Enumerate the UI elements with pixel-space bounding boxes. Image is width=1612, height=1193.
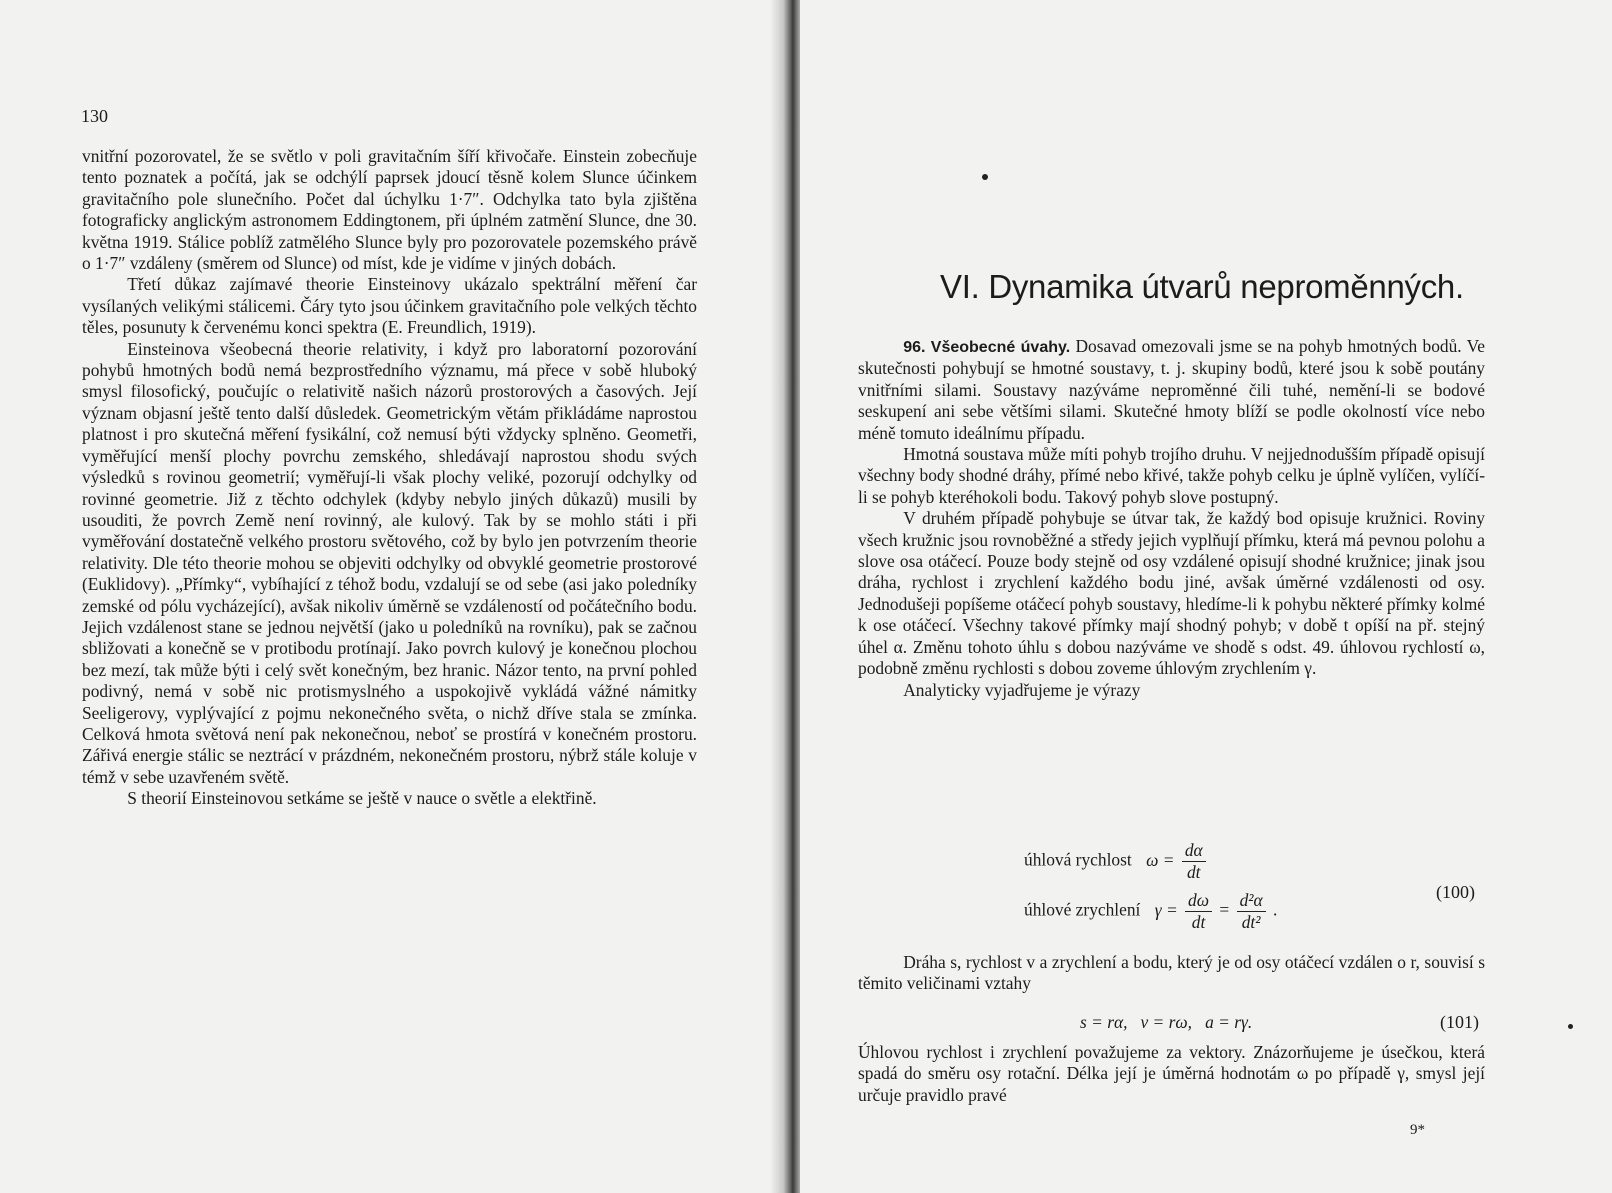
equation-number-100: (100): [1436, 882, 1475, 902]
print-speck: [1568, 1024, 1573, 1029]
left-text-column: [82, 146, 697, 810]
section-number: 96.: [903, 339, 926, 356]
paragraph: Hmotná soustava může míti pohyb trojího druhu. V nejjednodušším případě opisují všechny body shodné dráhy, přímé nebo křivé, takže pohyb celku je úplně vylíčen, vylíčí-li se pohyb kteréhokoli bodu. Takový pohyb slove postupný.: [858, 444, 1485, 507]
formula-end: .: [1272, 899, 1278, 920]
equation-number-101: (101): [1440, 1012, 1479, 1032]
paragraph-text: Dosavad omezovali jsme se na pohyb hmotných bodů. Ve skutečnosti pohybují se hmotné soustavy, t. j. skupiny bodů, které jsou k sobě poutány vnitřními silami. Soustavy nazýváme neproměnné čili tuhé, nemění-li se bodové seskupení ani sebe většími silami. Skutečné hmoty blíží se podle okolností více nebo méně tomuto ideálnímu případu.: [858, 336, 1485, 443]
left-page: [0, 0, 786, 1193]
paragraph: V druhém případě pohybuje se útvar tak, že každý bod opisuje kružnici. Roviny všech kružnic jsou rovnoběžné a středy jejich vyplňují přímku, která má pevnou polohu a slove osa otáčecí. Pouze body stejně od osy vzdálené opisují shodné kružnice; jinak jsou dráha, rychlost i zrychlení každého bodu jiné, avšak úměrné vzdálenosti od osy. Jednodušeji popíšeme otáčecí pohyb soustavy, hledíme-li k pohybu některé přímky kolmé k ose otáčecí. Všechny takové přímky mají shodný pohyb; v době t opíší na př. stejný úhel α. Změnu tohoto úhlu s dobou nazýváme ve shodě s odst. 49. úhlovou rychlostí ω, podobně změnu rychlosti s dobou zoveme úhlovým zrychlením γ.: [858, 508, 1485, 679]
fraction: [1185, 890, 1212, 933]
right-text-column: [858, 336, 1485, 701]
fraction: [1237, 890, 1266, 933]
fraction-denominator: dt²: [1241, 912, 1261, 932]
section-title: Všeobecné úvahy.: [930, 339, 1071, 356]
paragraph: Analyticky vyjadřujeme je výrazy: [903, 679, 1141, 700]
page-number: 130: [81, 106, 108, 126]
paragraph-after-100: [858, 952, 1485, 995]
formula-101: s = rα, v = rω, a = rγ.: [1080, 1012, 1253, 1032]
formula-equals: =: [1219, 899, 1230, 920]
formula-lhs: ω =: [1146, 849, 1175, 870]
print-speck: [982, 174, 988, 180]
fraction-denominator: dt: [1186, 862, 1201, 882]
formula-label: úhlová rychlost: [1024, 849, 1132, 870]
formula-100-line-2: [1024, 890, 1277, 933]
signature-mark: 9*: [1410, 1122, 1425, 1138]
fraction-numerator: dα: [1182, 840, 1206, 862]
fraction: [1182, 840, 1206, 883]
paragraph-after-101: [858, 1042, 1485, 1106]
section-paragraph: [858, 336, 1485, 444]
fraction-numerator: dω: [1185, 890, 1212, 912]
paragraph: S theorií Einsteinovou setkáme se ještě v nauce o světle a elektřině.: [127, 788, 597, 809]
fraction-denominator: dt: [1191, 912, 1206, 932]
formula-100-line-1: [1024, 840, 1209, 883]
paragraph: Einsteinova všeobecná theorie relativity, i když pro laboratorní pozorování pohybů hmotných bodů nemá bezprostředního významu, má přece v sobě hluboký smysl filosofický, poučujíc o relativitě našich názorů prostorových a časových. Její význam objasní ještě tento další důsledek. Geometrickým větám přikládáme naprostou platnost i pro skutečná měření fysikální, což nemusí býti vždycky splněno. Geometři, vyměřující menší plochy povrchu zemského, shledávají naprostou shodu svých výsledků s rovinou geometrií; vyměřují-li však plochy veliké, pozorují odchylky od rovinné geometrie. Již z těchto odchylek (kdyby nebylo jiných důkazů) musili by usouditi, že povrch Země není rovinný, ale kulový. Tak by se mohlo státi i při vyměřování dostatečně velkého prostoru světového, což by bylo jen potvrzením theorie relativity. Dle této theorie mohou se objeviti odchylky od obvyklé geometrie prostorové (Euklidovy). „Přímky“, vybíhající z téhož bodu, vzdalují se od sebe (asi jako poledníky zemské od pólu vycházející), avšak nikoliv úměrně se vzdáleností od počátečního bodu. Jejich vzdálenost stane se jednou největší (jako u poledníků na rovníku), pak se začnou sbližovati a konečně se v protibodu protínají. Jako povrch kulový je konečnou plochou bez mezí, tak může býti i celý svět konečným, bez hranic. Názor tento, na první pohled podivný, nemá v sobě nic protismyslného a uspokojivě vykládá vážné námitky Seeligerovy, vyplývající z pojmu nekonečného světa, o nichž dříve stala se zmínka. Celková hmota světová není pak nekonečnou, neboť se prostírá v konečném prostoru. Zářivá energie stálic se neztrácí v prázdném, nekonečném prostoru, nýbrž stále koluje v témž v sebe uzavřeném světě.: [82, 338, 697, 787]
formula-lhs: γ =: [1154, 899, 1178, 920]
paragraph: Úhlovou rychlost i zrychlení považujeme za vektory. Znázorňujeme je úsečkou, která spadá do směru osy rotační. Délka její je úměrná hodnotám ω po případě γ, smysl její určuje pravidlo pravé: [858, 1042, 1485, 1105]
paragraph: vnitřní pozorovatel, že se světlo v poli gravitačním šíří křivočaře. Einstein zobecňuje tento poznatek a počítá, jak se odchýlí paprsek jdoucí těsně kolem Slunce účinkem gravitačního pole slunečního. Počet dal úchylku 1·7″. Odchylka tato byla zjištěna fotograficky anglickým astronomem Eddingtonem, při úplném zatmění Slunce, dne 30. května 1919. Stálice poblíž zatmělého Slunce byly pro pozorovatele pozemského právě o 1·7″ vzdáleny (směrem od Slunce) od míst, kde je vidíme v jiných dobách.: [82, 146, 697, 274]
paragraph: Třetí důkaz zajímavé theorie Einsteinovy ukázalo spektrální měření čar vysílaných velikými stálicemi. Čáry tyto jsou účinkem gravitačního pole velkých těchto těles, posunuty k červenému konci spektra (E. Freundlich, 1919).: [82, 274, 697, 338]
paragraph: Dráha s, rychlost v a zrychlení a bodu, který je od osy otáčecí vzdálen o r, souvisí s těmito veličinami vztahy: [858, 952, 1485, 994]
formula-label: úhlové zrychlení: [1024, 899, 1141, 920]
fraction-numerator: d²α: [1237, 890, 1266, 912]
chapter-title: VI. Dynamika útvarů neproměnných.: [940, 268, 1464, 305]
